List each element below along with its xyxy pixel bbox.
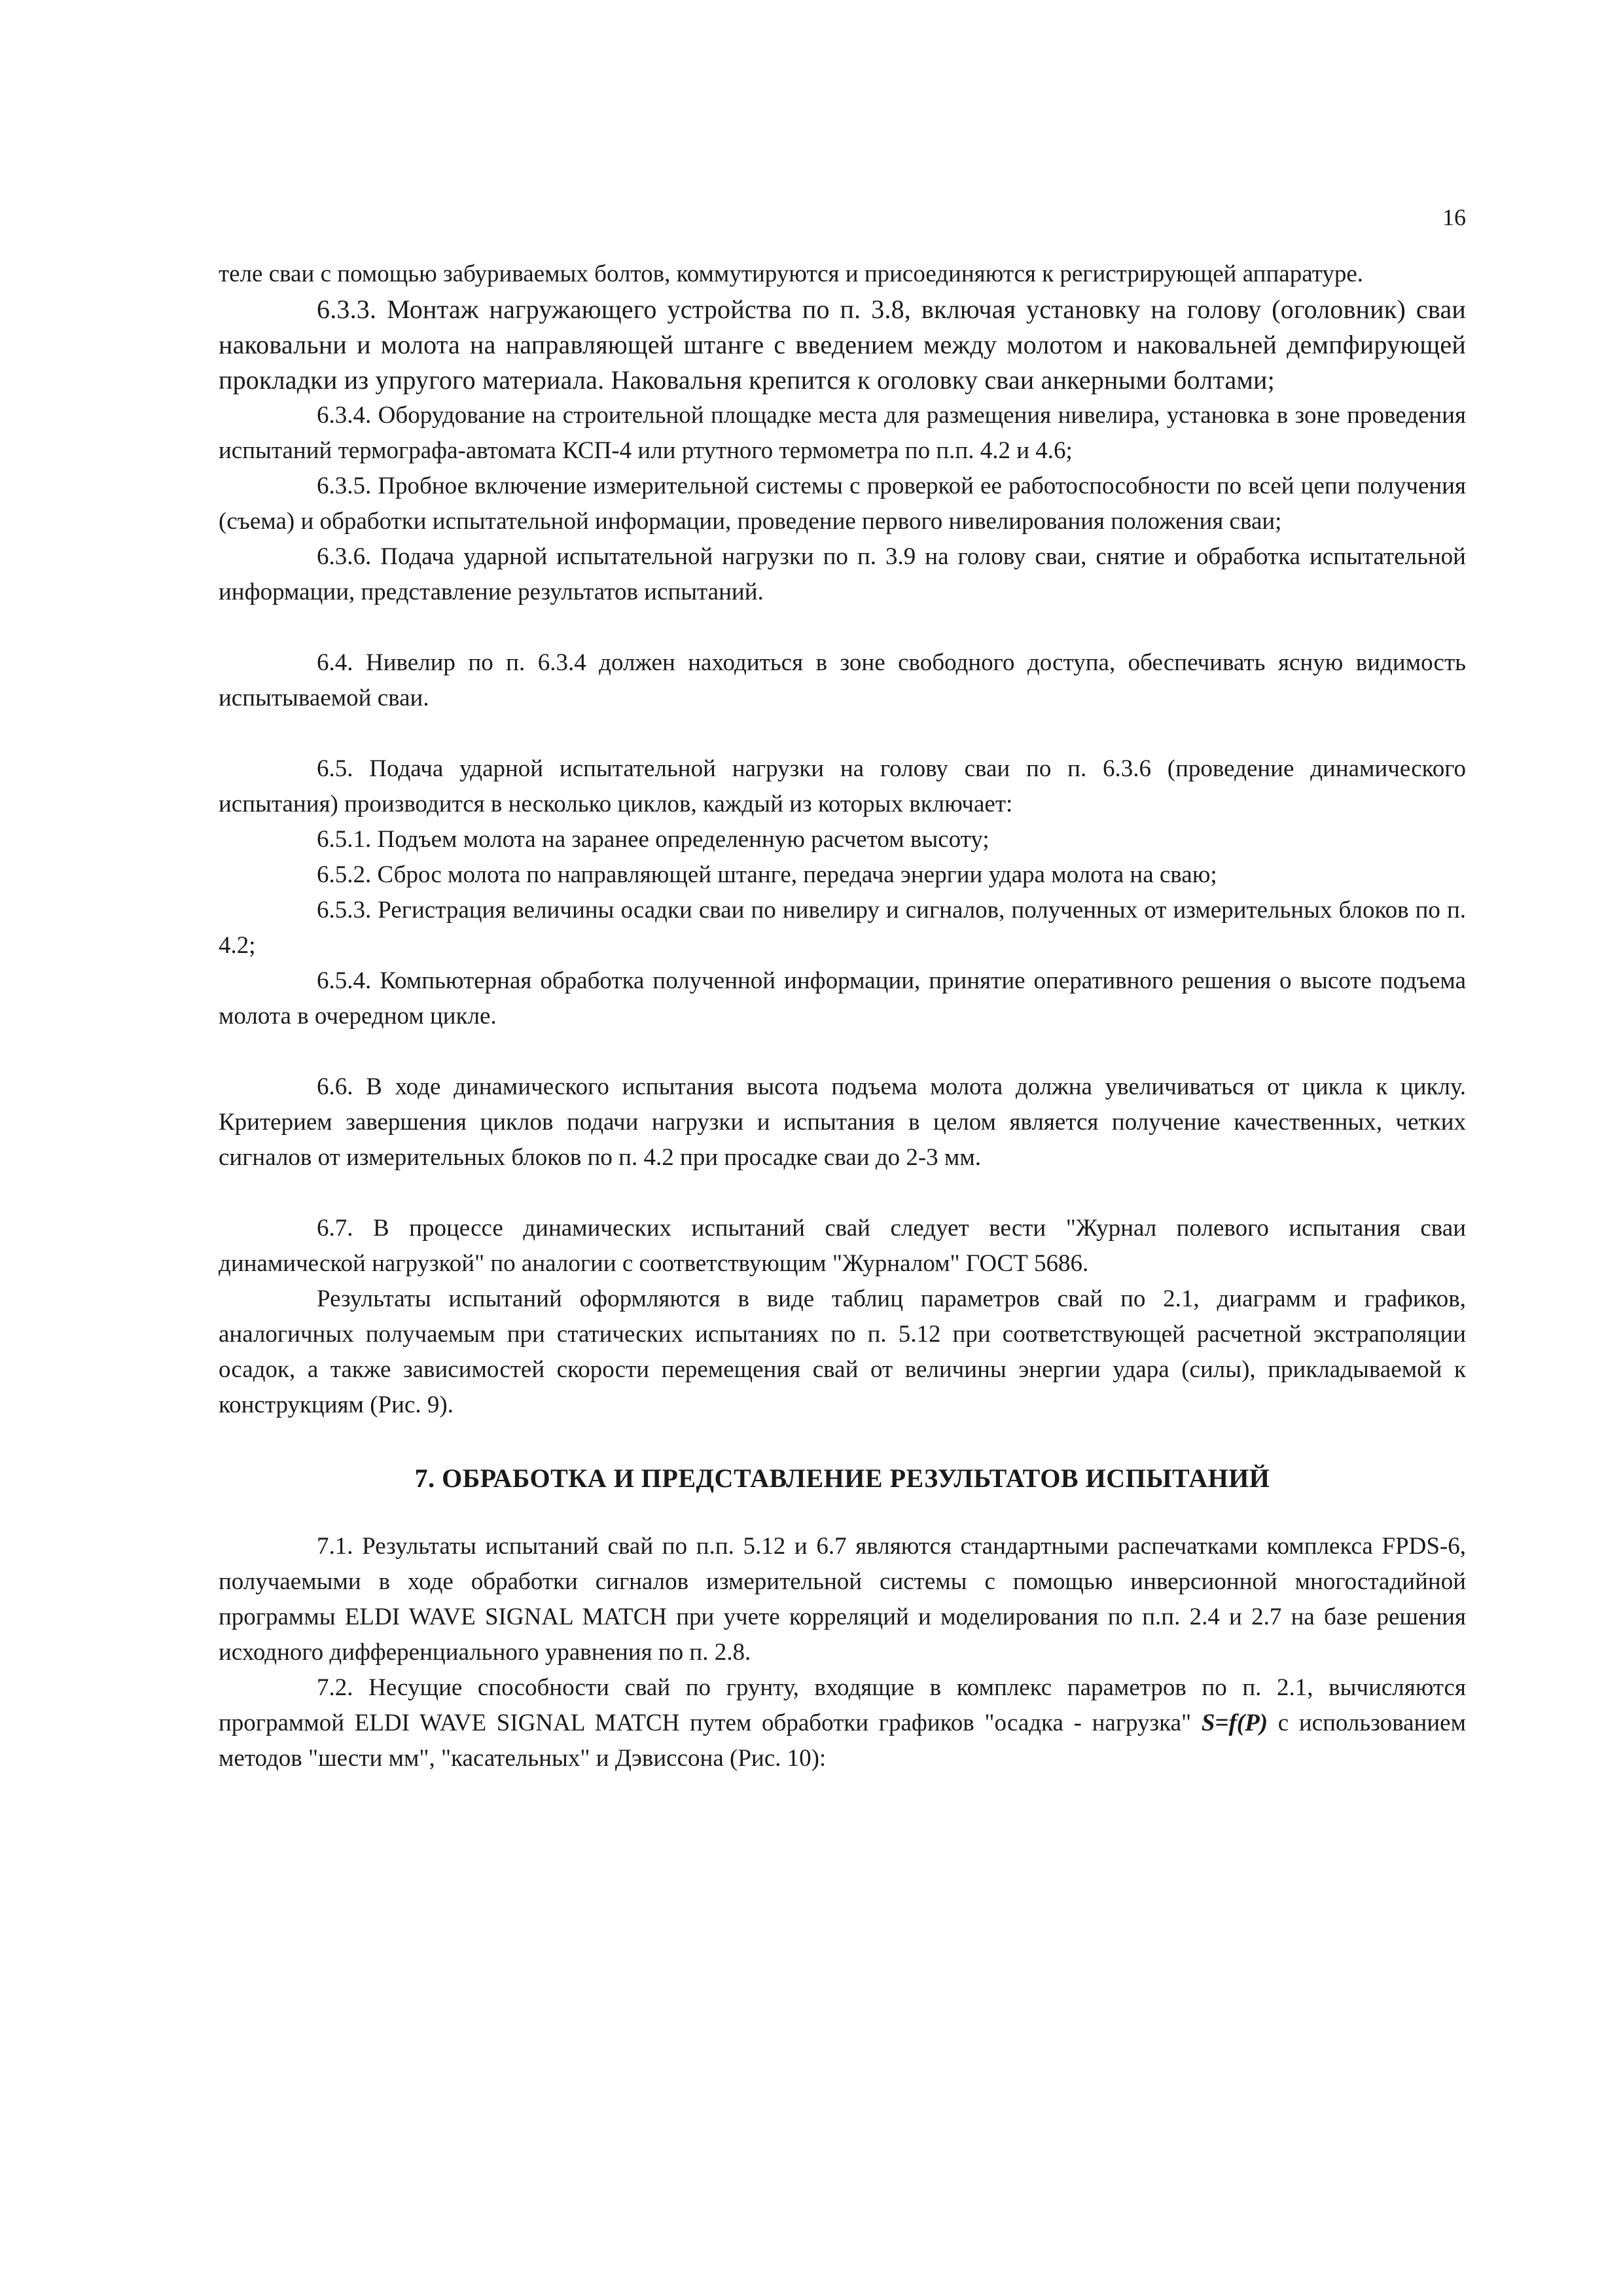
paragraph-6-5-4: 6.5.4. Компьютерная обработка полученной информации, принятие оперативного решения о высоте подъема молота в очередном цикле. xyxy=(219,967,1466,1030)
formula-s-f-p: S=f(P) xyxy=(1201,1710,1268,1736)
paragraph-6-3-4: 6.3.4. Оборудование на строительной площадке места для размещения нивелира, установка в зоне проведения испытаний термографа-автомата КСП-4 или ртутного термометра по п.п. 4.2 и 4.6; xyxy=(219,402,1466,464)
section-heading-7: 7. ОБРАБОТКА И ПРЕДСТАВЛЕНИЕ РЕЗУЛЬТАТОВ ИСПЫТАНИЙ xyxy=(414,1463,1270,1493)
paragraph-6-3-3: 6.3.3. Монтаж нагружающего устройства по п. 3.8, включая установку на голову (оголовник) сваи наковальни и молота на направляющей штанге с введением между молотом и наковальней демпфирующей прокладки из упругого материала. Наковальня крепится к оголовку сваи анкерными болтами; xyxy=(219,295,1466,395)
paragraph-7-2-text-end: с использованием методов "шести мм", "касательных" и Дэвиссона (Рис. 10): xyxy=(219,1710,1466,1772)
paragraph-6-5-3: 6.5.3. Регистрация величины осадки сваи по нивелиру и сигналов, полученных от измерительных блоков по п. 4.2; xyxy=(219,897,1466,959)
paragraph-7-2-text-start: 7.2. Несущие способности свай по грунту, входящие в комплекс параметров по п. 2.1, вычисляются программой ELDI WAVE SIGNAL MATCH путем обработки графиков "осадка - нагрузка" xyxy=(219,1674,1466,1736)
paragraph-6-5-2: 6.5.2. Сброс молота по направляющей штанге, передача энергии удара молота на сваю; xyxy=(317,861,1217,888)
paragraph-6-7: 6.7. В процессе динамических испытаний свай следует вести "Журнал полевого испытания сваи динамической нагрузкой" по аналогии с соответствующим "Журналом" ГОСТ 5686. xyxy=(219,1215,1466,1277)
paragraph-7-1: 7.1. Результаты испытаний свай по п.п. 5.12 и 6.7 являются стандартными распечатками комплекса FPDS-6, получаемыми в ходе обработки сигналов измерительной системы с помощью инверсионной многостадийной программы ELDI WAVE SIGNAL MATCH при учете корреляций и моделирования по п.п. 2.4 и 2.7 на базе решения исходного дифференциального уравнения по п. 2.8. xyxy=(219,1533,1466,1666)
paragraph-7-2 xyxy=(219,1670,1466,1776)
paragraph-continuation: теле сваи с помощью забуриваемых болтов, коммутируются и присоединяются к регистрирующей аппаратуре. xyxy=(219,260,1364,287)
paragraph-6-4: 6.4. Нивелир по п. 6.3.4 должен находиться в зоне свободного доступа, обеспечивать ясную видимость испытываемой сваи. xyxy=(219,649,1466,711)
paragraph-6-3-5: 6.3.5. Пробное включение измерительной системы с проверкой ее работоспособности по всей цепи получения (съема) и обработки испытательной информации, проведение первого нивелирования положения сваи; xyxy=(219,473,1466,535)
page-body xyxy=(219,257,1466,1776)
paragraph-6-6: 6.6. В ходе динамического испытания высота подъема молота должна увеличиваться от цикла к циклу. Критерием завершения циклов подачи нагрузки и испытания в целом является получение качественных, четких сигналов от измерительных блоков по п. 4.2 при просадке сваи до 2-3 мм. xyxy=(219,1073,1466,1171)
paragraph-results: Результаты испытаний оформляются в виде таблиц параметров свай по 2.1, диаграмм и графиков, аналогичных получаемым при статических испытаниях по п. 5.12 при соответствующей расчетной экстраполяции осадок, а также зависимостей скорости перемещения свай от величины энергии удара (силы), прикладываемой к конструкциям (Рис. 9). xyxy=(219,1285,1466,1418)
page-number: 16 xyxy=(1442,204,1466,230)
paragraph-6-5: 6.5. Подача ударной испытательной нагрузки на голову сваи по п. 6.3.6 (проведение динамического испытания) производится в несколько циклов, каждый из которых включает: xyxy=(219,755,1466,817)
paragraph-6-3-6: 6.3.6. Подача ударной испытательной нагрузки по п. 3.9 на голову сваи, снятие и обработка испытательной информации, представление результатов испытаний. xyxy=(219,543,1466,605)
paragraph-6-5-1: 6.5.1. Подъем молота на заранее определенную расчетом высоту; xyxy=(317,826,990,853)
